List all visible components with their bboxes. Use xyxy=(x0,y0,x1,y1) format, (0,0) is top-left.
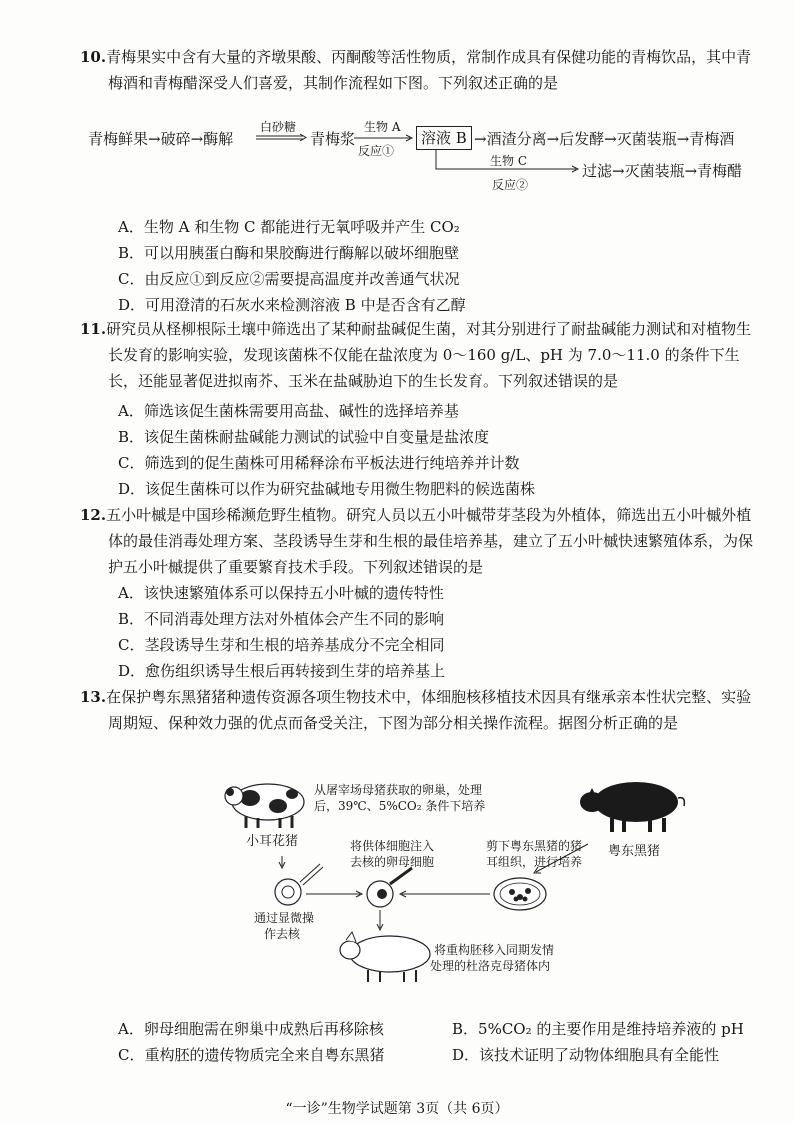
flow-wine-chain: →酒渣分离→后发酵→灭菌装瓶→青梅酒 xyxy=(474,130,735,148)
inject-label-2: 去核的卵母细胞 xyxy=(350,855,435,869)
flow-reaction-1: 反应① xyxy=(358,144,395,158)
flow-bio-a: 生物 A xyxy=(364,120,401,134)
flow-solution-b: 溶液 B xyxy=(416,126,472,150)
question-stem: 青梅果实中含有大量的齐墩果酸、丙酮酸等活性物质，常制作成具有保健功能的青梅饮品，其中青梅酒和青梅醋深受人们喜爱，其制作流程如下图。下列叙述正确的是 xyxy=(106,48,752,92)
q12-option-c[interactable]: C．茎段诱导生芽和生根的培养基成分不完全相同 xyxy=(118,636,445,654)
flow-bio-c: 生物 C xyxy=(490,154,527,168)
inject-label-1: 将供体细胞注入 xyxy=(350,839,435,853)
q10-flow-diagram xyxy=(88,118,768,198)
ear-tissue-label-1: 剪下粤东黑猪的猪 xyxy=(486,839,583,853)
flow-vinegar-chain: 过滤→灭菌装瓶→青梅醋 xyxy=(582,162,743,180)
question-10 xyxy=(80,44,760,96)
pig2-label: 粤东黑猪 xyxy=(608,844,661,859)
question-stem: 在保护粤东黑猪猪种遗传资源各项生物技术中，体细胞核移植技术因具有继承亲本性状完整、实验周期短、保种效力强的优点而备受关注，下图为部分相关操作流程。据图分析正确的是 xyxy=(106,688,752,732)
ear-tissue-label-2: 耳组织，进行培养 xyxy=(486,855,583,869)
question-12 xyxy=(80,502,760,580)
flow-sugar-label: 白砂糖 xyxy=(260,120,297,134)
q10-option-b[interactable]: B．可以用胰蛋白酶和果胶酶进行酶解以破坏细胞壁 xyxy=(118,244,460,262)
pig1-label: 小耳花猪 xyxy=(246,834,299,849)
black-pig-icon xyxy=(580,782,684,832)
q10-option-d[interactable]: D．可用澄清的石灰水来检测溶液 B 中是否含有乙醇 xyxy=(118,296,466,314)
q13-option-d[interactable]: D．该技术证明了动物体细胞具有全能性 xyxy=(452,1046,720,1064)
egg-source-label-2: 后，39℃、5%CO₂ 条件下培养 xyxy=(314,799,486,813)
question-stem: 研究员从柽柳根际土壤中筛选出了某种耐盐碱促生菌，对其分别进行了耐盐碱能力测试和对植物生长发育的影响实验，发现该菌株不仅能在盐浓度为 0～160 g/L、pH 为 7.0～11.0 的条件下生长，还能显著促进拟南芥、玉米在盐碱胁迫下的生长发育。下列叙述错误的是 xyxy=(106,320,752,390)
surrogate-pig-icon xyxy=(340,932,430,982)
flow-step-1: 青梅鲜果→破碎→酶解 xyxy=(88,130,234,148)
question-number: 13. xyxy=(80,688,107,706)
question-number: 11. xyxy=(80,320,107,338)
culture-dish-icon xyxy=(494,878,546,910)
q12-option-b[interactable]: B．不同消毒处理方法对外植体会产生不同的影响 xyxy=(118,610,445,628)
egg-injection-icon xyxy=(367,868,412,907)
flow-step-2: 青梅浆 xyxy=(310,130,356,148)
q12-option-d[interactable]: D．愈伤组织诱导生根后再转接到生芽的培养基上 xyxy=(118,662,446,680)
q13-option-a[interactable]: A．卵母细胞需在卵巢中成熟后再移除核 xyxy=(118,1020,384,1038)
egg-enucleation-icon xyxy=(275,864,323,905)
question-number: 10. xyxy=(80,48,107,66)
q10-option-c[interactable]: C．由反应①到反应②需要提高温度并改善通气状况 xyxy=(118,270,460,288)
q13-option-c[interactable]: C．重构胚的遗传物质完全来自粤东黑猪 xyxy=(118,1046,385,1064)
transfer-label-1: 将重构胚移入同期发情 xyxy=(434,943,555,957)
question-number: 12. xyxy=(80,506,107,524)
q13-option-b[interactable]: B．5%CO₂ 的主要作用是维持培养液的 pH xyxy=(452,1020,744,1038)
q10-option-a[interactable]: A．生物 A 和生物 C 都能进行无氧呼吸并产生 CO₂ xyxy=(118,218,460,236)
flow-reaction-2: 反应② xyxy=(492,178,529,192)
question-13 xyxy=(80,684,760,736)
q11-option-b[interactable]: B．该促生菌株耐盐碱能力测试的试验中自变量是盐浓度 xyxy=(118,428,490,446)
q12-option-a[interactable]: A．该快速繁殖体系可以保持五小叶槭的遗传特性 xyxy=(118,584,444,602)
q11-option-d[interactable]: D．该促生菌株可以作为研究盐碱地专用微生物肥料的候选菌株 xyxy=(118,480,536,498)
q11-option-a[interactable]: A．筛选该促生菌株需要用高盐、碱性的选择培养基 xyxy=(118,402,459,420)
q13-nuclear-transfer-diagram xyxy=(220,778,760,1006)
flow-arrows xyxy=(88,118,768,198)
page-footer: “一诊”生物学试题第 3页（共 6页） xyxy=(285,1101,509,1117)
spotted-pig-icon xyxy=(225,784,304,828)
enucleate-label-2: 作去核 xyxy=(264,927,301,941)
enucleate-label-1: 通过显微操 xyxy=(254,911,315,925)
egg-source-label-1: 从屠宰场母猪获取的卵巢，处理 xyxy=(314,783,483,797)
q11-option-c[interactable]: C．筛选到的促生菌株可用稀释涂布平板法进行纯培养并计数 xyxy=(118,454,520,472)
transfer-label-2: 处理的杜洛克母猪体内 xyxy=(430,959,551,973)
question-stem: 五小叶槭是中国珍稀濒危野生植物。研究人员以五小叶槭带芽茎段为外植体，筛选出五小叶槭外植体的最佳消毒处理方案、茎段诱导生芽和生根的最佳培养基，建立了五小叶槭快速繁殖体系，为保护五小叶槭提供了重要繁育技术手段。下列叙述错误的是 xyxy=(106,506,754,576)
question-11 xyxy=(80,316,760,394)
